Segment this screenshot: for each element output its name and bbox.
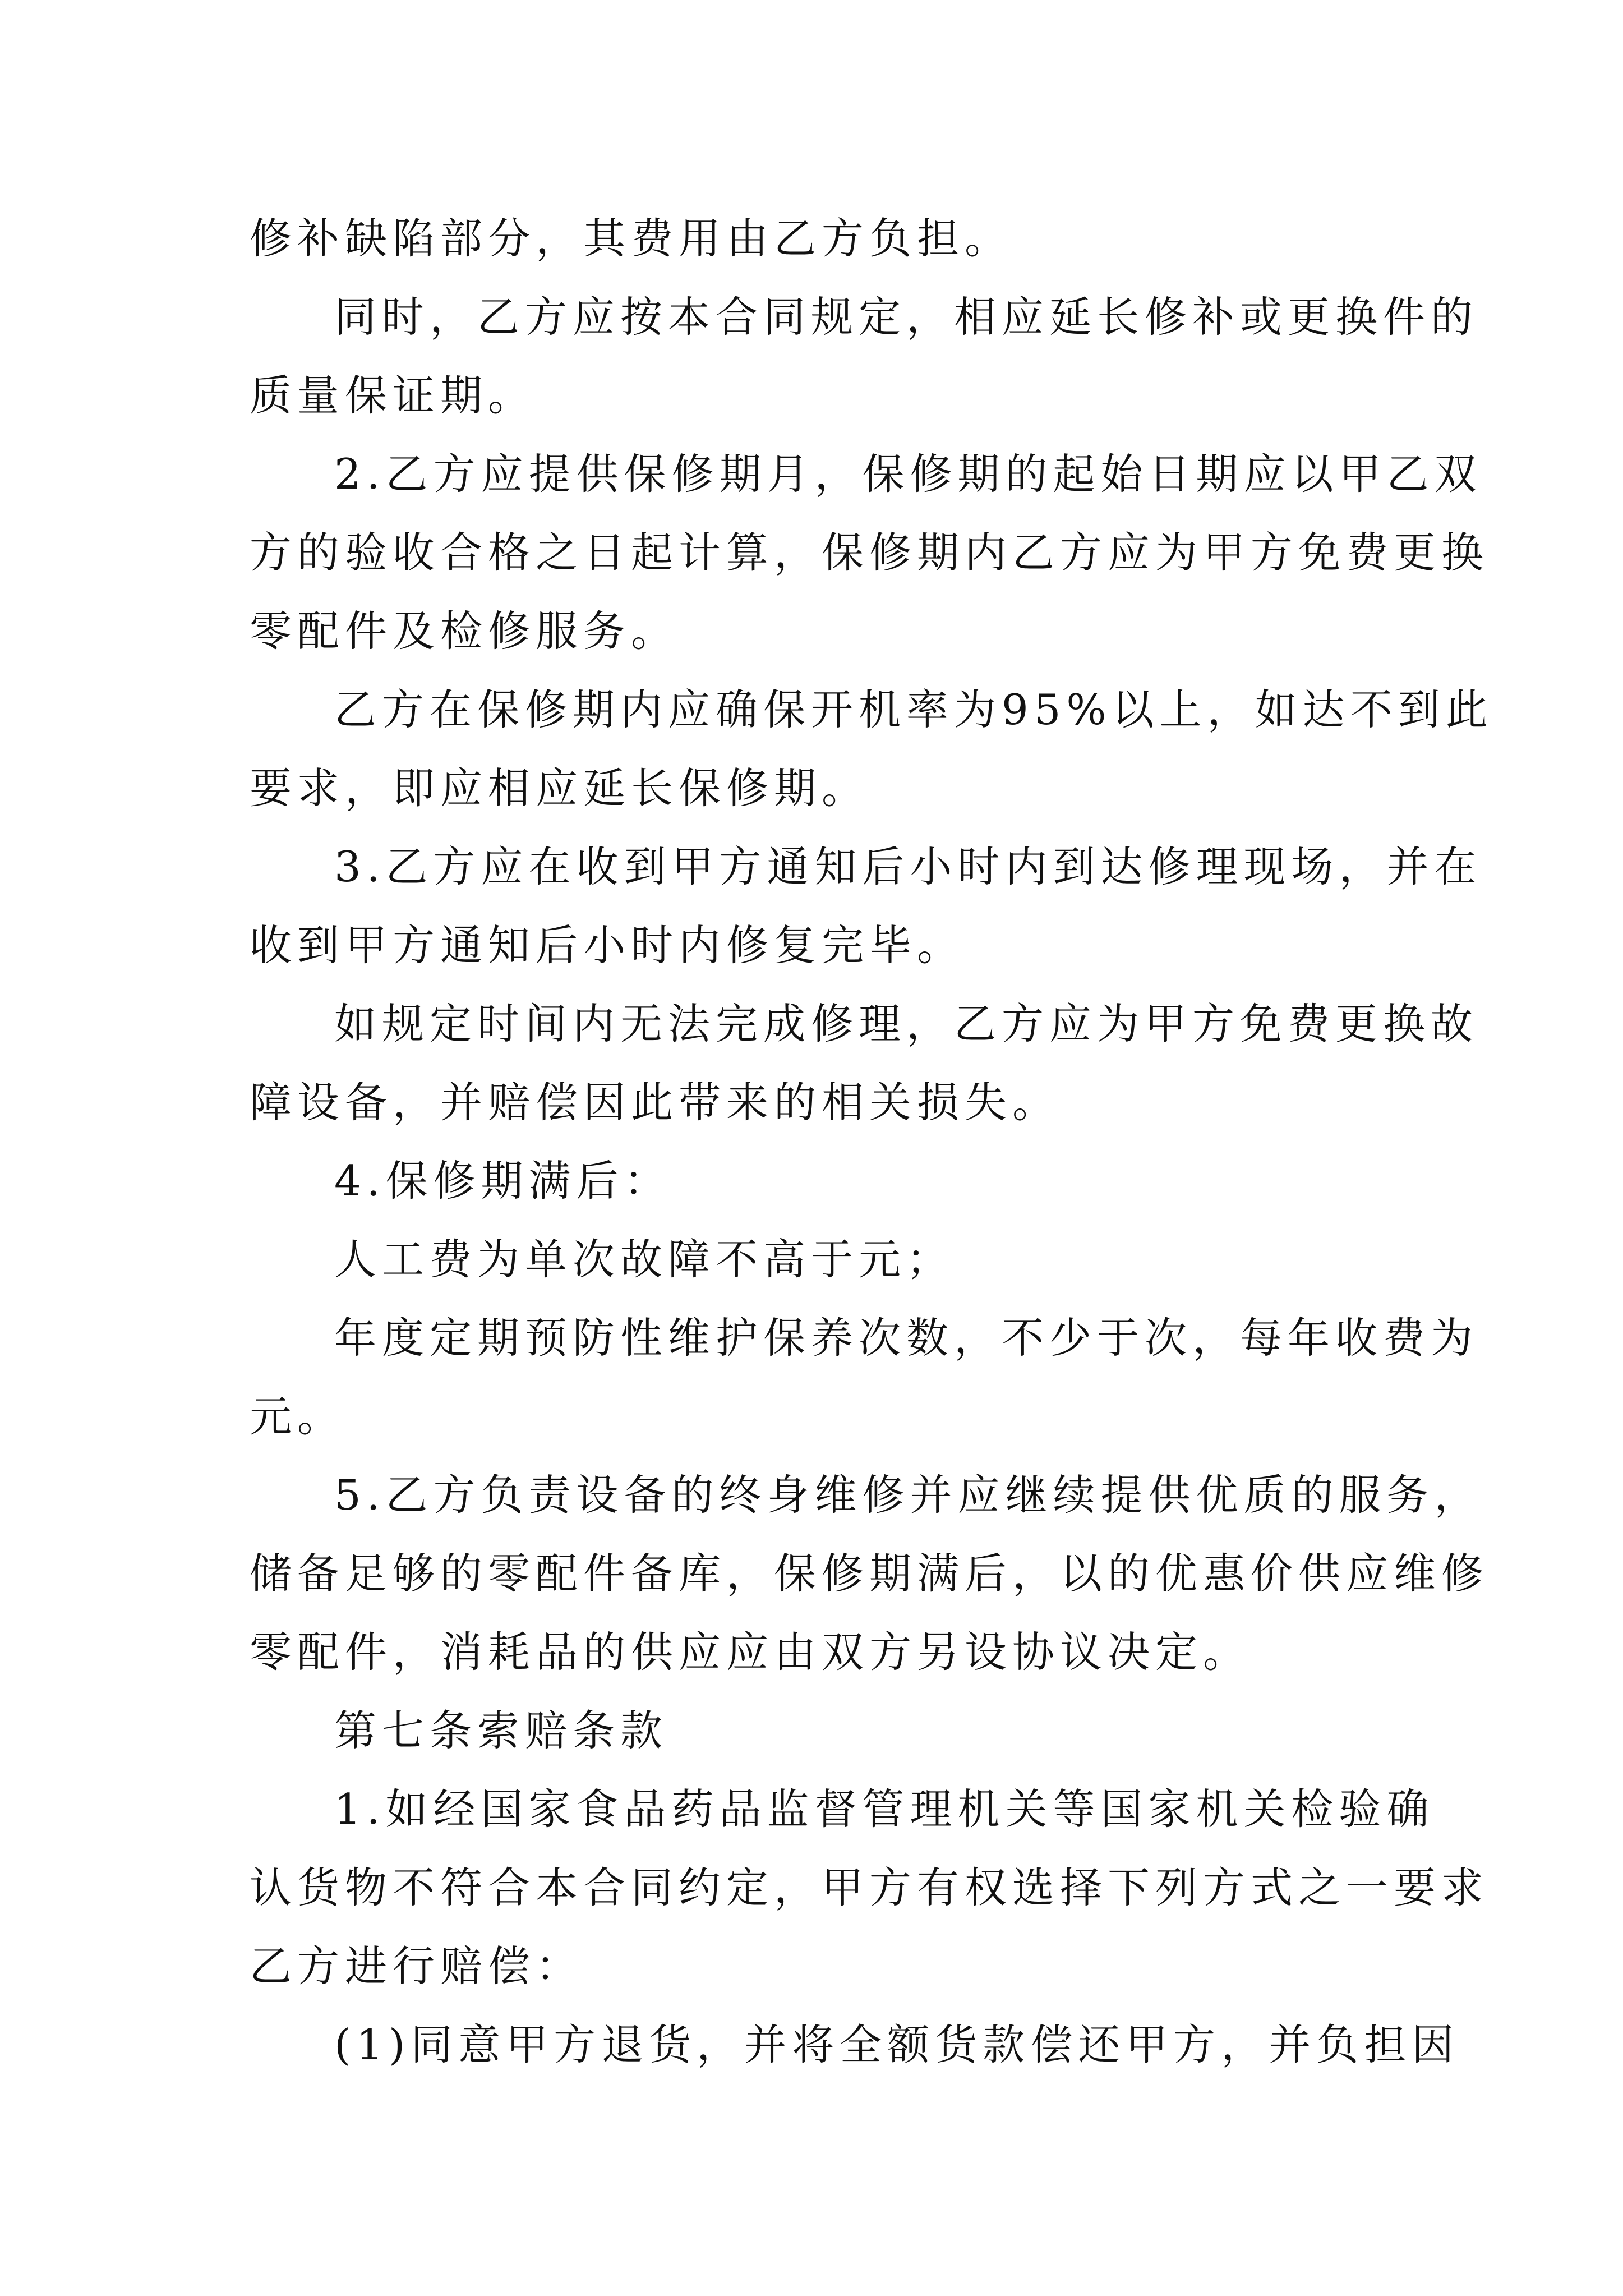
text-line: 如规定时间内无法完成修理，乙方应为甲方免费更换故 — [334, 999, 1479, 1048]
text-line: 质量保证期。 — [250, 371, 536, 420]
text-line: 人工费为单次故障不高于元； — [334, 1235, 955, 1284]
text-line: 修补缺陷部分，其费用由乙方负担。 — [250, 214, 1013, 263]
text-line: 5.乙方负责设备的终身维修并应继续提供优质的服务， — [334, 1470, 1482, 1520]
text-line: 认货物不符合本合同约定，甲方有权选择下列方式之一要求 — [250, 1863, 1490, 1912]
text-line: 第七条索赔条款 — [334, 1706, 668, 1755]
text-line: 乙方在保修期内应确保开机率为95%以上，如达不到此 — [334, 685, 1493, 734]
text-line: 乙方进行赔偿： — [250, 1941, 584, 1991]
text-line: 同时，乙方应按本合同规定，相应延长修补或更换件的 — [334, 292, 1479, 342]
text-line: 障设备，并赔偿因此带来的相关损失。 — [250, 1078, 1061, 1127]
text-line: (1)同意甲方退货，并将全额货款偿还甲方，并负担因 — [334, 2020, 1460, 2069]
text-line: 1.如经国家食品药品监督管理机关等国家机关检验确 — [334, 1784, 1435, 1834]
text-line: 3.乙方应在收到甲方通知后小时内到达修理现场，并在 — [334, 842, 1482, 891]
text-line: 2.乙方应提供保修期月，保修期的起始日期应以甲乙双 — [334, 449, 1482, 499]
text-line: 要求，即应相应延长保修期。 — [250, 763, 870, 813]
text-line: 元。 — [250, 1392, 345, 1441]
text-line: 收到甲方通知后小时内修复完毕。 — [250, 921, 965, 970]
text-line: 零配件，消耗品的供应应由双方另设协议决定。 — [250, 1627, 1251, 1677]
text-line: 年度定期预防性维护保养次数，不少于次，每年收费为 — [334, 1313, 1479, 1363]
text-line: 方的验收合格之日起计算，保修期内乙方应为甲方免费更换 — [250, 528, 1490, 577]
text-line: 储备足够的零配件备库，保修期满后，以的优惠价供应维修 — [250, 1549, 1490, 1598]
text-line: 零配件及检修服务。 — [250, 606, 679, 656]
text-line: 4.保修期满后： — [334, 1156, 672, 1205]
